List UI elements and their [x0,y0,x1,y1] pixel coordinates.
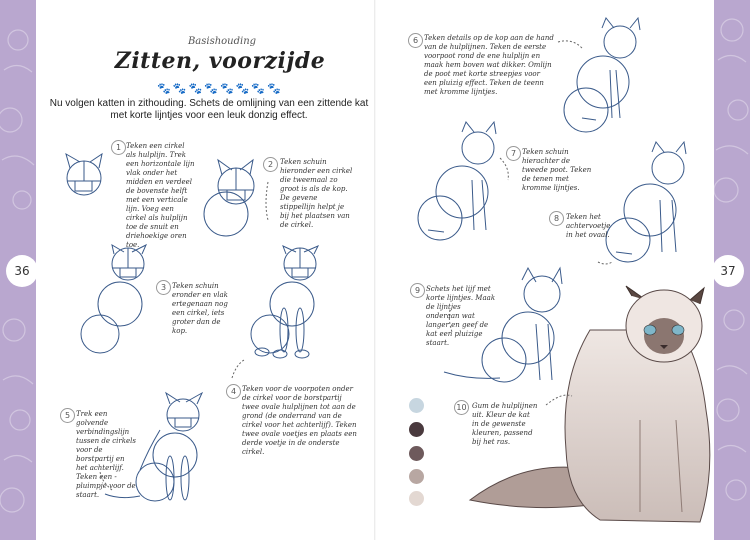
step-1-text: Teken een cirkel als hulplijn. Trek een horizontale lijn vlak onder het midden en verdeel de bovenste helft met een verticale lijn. Voeg een cirkel als hulplijn toe de snuit en driehoekige oren toe. [126,142,195,249]
color-swatch [409,469,424,484]
page-number-right: 37 [712,255,744,287]
step-number: 10 [454,400,469,415]
step-9-text: Schets het lijf met korte lijntjes. Maak de lijntjes onderaan wat langer en geef de kat een pluizige staart. [426,285,496,347]
step-number: 8 [549,211,564,226]
step-number: 1 [111,140,126,155]
step-2-text: Teken schuin hieronder een cirkel die tweemaal zo groot is als de kop. De gevene stippellijn helpt je bij het plaatsen van de cirkel. [280,158,353,229]
step3-three-circles-sketch [81,245,146,353]
step2-head-body-sketch [204,160,254,236]
step-3-text: Teken schuin eronder en vlak ertegenaan nog een cirkel, iets groter dan de kop. [172,282,228,335]
step1-head-sketch [66,154,102,195]
step7-cat-sketch [418,122,496,240]
step6-cat-sketch [564,18,640,132]
step-5-text: Trek een golvende verbindingslijn tussen de cirkels voor de borstpartij en het achterlijf. Teken een pluimpje voor de staart. [76,410,136,499]
step-number: 9 [410,283,425,298]
step-number: 2 [263,157,278,172]
step8-cat-sketch [606,142,686,262]
step-number: 7 [506,146,521,161]
page-number-left: 36 [6,255,38,287]
color-swatch [409,398,424,413]
step-number: 5 [60,408,75,423]
color-swatch [409,446,424,461]
intro-text: Nu volgen katten in zithouding. Schets de omlijning van een zittende kat met korte lijntjes voor een leuk donzig effect. [49,98,369,121]
page-title: Zitten, voorzijde [114,48,326,74]
step-7-text: Teken schuin hierachter de tweede poot. Teken de tenen met kromme lijntjes. [522,148,592,192]
step-6-text: Teken details op de kop aan de hand van de hulplijnen. Teken de eerste voorpoot rond de ene hulplijn en maak hem boven wat dikker. Omlijn de poot met korte streepjes voor een pluizig effect. Teken de teenn met kromme lijntjes. [424,34,554,96]
step-number: 6 [408,33,423,48]
step-number: 3 [156,280,171,295]
step-8-text: Teken het achtervoetje in het ovaal. [566,213,611,239]
step-4-text: Teken voor de voorpoten onder de cirkel voor de borstpartij twee ovale hulplijnen tot aan de grond (de onderrand van de cirkel voor het achterlijf). Teken twee ovale voetjes en plaats een derde voetje in de onderste cirkel. [242,385,357,456]
step4-legs-sketch [251,246,318,358]
color-swatch [409,422,424,437]
paw-prints-decoration: 🐾🐾🐾🐾🐾🐾🐾🐾 [157,82,283,95]
section-subtitle: Basishouding [187,36,257,47]
step-10-text: Gum de hulplijnen uit. Kleur de kat in de gewenste kleuren, passend bij het ras. [472,402,538,446]
step-number: 4 [226,384,241,399]
color-swatch [409,491,424,506]
